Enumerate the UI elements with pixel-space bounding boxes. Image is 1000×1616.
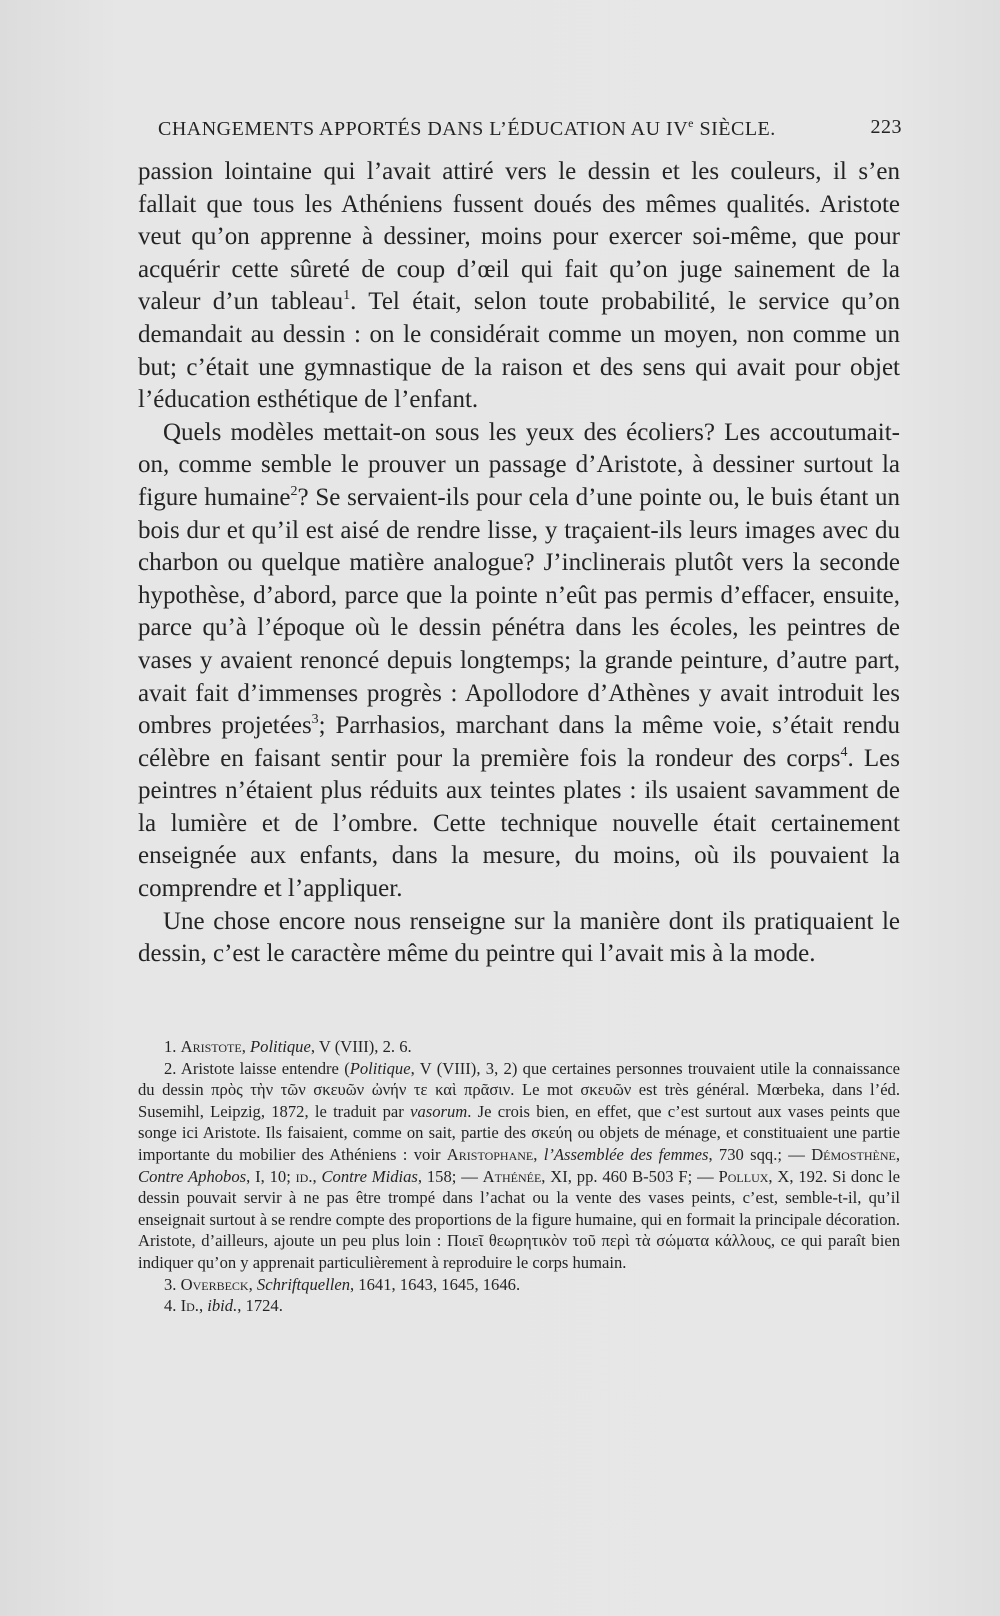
paragraph-2: Quels modèles mettait-on sous les yeux des écoliers? Les accoutumait-on, comme semble le prouver un passage d’Aristote, à dessiner surtout la figure humaine$^2$? Se servaient-ils pour cela d’une pointe ou, le buis étant un bois dur et qu’il est aisé de rendre lisse, y traçaient-ils leurs images avec du charbon ou quelque matière analogue? J’inclinerais plutôt vers la seconde hypothèse, d’abord, parce que la pointe n’eût pas permis d’effacer, ensuite, parce qu’à l’époque où le dessin pénétra dans les écoles, les peintres de vases y avaient renoncé depuis longtemps; la grande peinture, d’autre part, avait fait d’immenses progrès : Apollodore d’Athènes y avait introduit les ombres projetées$^3$; Parrhasios, marchant dans la même voie, s’était rendu célèbre en faisant sentir pour la première fois la rondeur des corps$^4$. Les peintres n’étaient plus réduits aux teintes plates : ils usaient savamment de la lumière et de l’ombre. Cette technique nouvelle était certainement enseignée aux enfants, dans la mesure, du moins, où ils pouvaient la comprendre et l’appliquer.	[138, 418, 901, 903]
main-text	[138, 156, 900, 971]
paragraph-1: passion lointaine qui l’avait attiré vers le dessin et les couleurs, il s’en fallait que tous les Athéniens fussent doués des mêmes qualités. Aristote veut qu’on apprenne à dessiner, moins pour exercer soi-même, que pour acquérir cette sûreté de coup d’œil qui fait qu’on juge sainement de la valeur d’un tableau$^1$. Tel était, selon toute probabilité, le service qu’on demandait au dessin : on le considérait comme un moyen, non comme un but; c’était une gymnastique de la raison et des sens qui avait pour objet l’éducation esthétique de l’enfant.	[138, 158, 900, 414]
page-number: 223	[870, 116, 902, 138]
running-head	[158, 116, 902, 146]
footnote-ref-2: 2	[290, 483, 298, 499]
footnotes	[138, 1036, 900, 1317]
paragraph-3: Une chose encore nous renseigne sur la manière dont ils pratiquaient le dessin, c’est le caractère même du peintre qui l’avait mis à la mode.	[138, 907, 900, 968]
footnote-2: 2. Aristote laisse entendre (Politique, V (VIII), 3, 2) que certaines personnes trouvaient utile la connaissance du dessin πρὸς τὴν τῶν σκευῶν ὠνήν τε καὶ πρᾶσιν. Le mot σκευῶν est très général. Mœrbeka, dans l’éd. Susemihl, Leipzig, 1872, le traduit par vasorum. Je crois bien, en effet, que c’est surtout aux vases peints que songe ici Aristote. Ils faisaient, comme on sait, partie des σκεύη ou objets de ménage, et constituaient une partie importante du mobilier des Athéniens : voir Aristophane, l’Assemblée des femmes, 730 sqq.; — Démosthène, Contre Aphobos, I, 10; id., Contre Midias, 158; — Athénée, XI, pp. 460 B-503 F; — Pollux, X, 192. Si donc le dessin pouvait servir à ne pas être trompé dans l’achat ou la vente des vases peints, c’est, semble-t-il, qu’il enseignait surtout à se rendre compte des proportions de la figure humaine, qui en formait la principale décoration. Aristote, d’ailleurs, ajoute un peu plus loin : Ποιεῖ θεωρητικὸν τοῦ περὶ τὰ σώματα κάλλους, ce qui paraît bien indiquer qu’on y apprenait particulièrement à reproduire le corps humain.	[138, 1058, 901, 1272]
footnote-ref-4: 4	[840, 744, 848, 760]
chapter-title: CHANGEMENTS APPORTÉS DANS L’ÉDUCATION AU IVe SIÈCLE.	[158, 116, 776, 140]
footnote-4: 4. Id., ibid., 1724.	[164, 1296, 283, 1316]
footnote-ref-1: 1	[343, 288, 351, 304]
footnote-ref-3: 3	[311, 712, 319, 728]
footnote-1: 1. Aristote, Politique, V (VIII), 2. 6.	[164, 1037, 412, 1056]
footnote-3: 3. Overbeck, Schriftquellen, 1641, 1643, 1645, 1646.	[164, 1274, 521, 1294]
